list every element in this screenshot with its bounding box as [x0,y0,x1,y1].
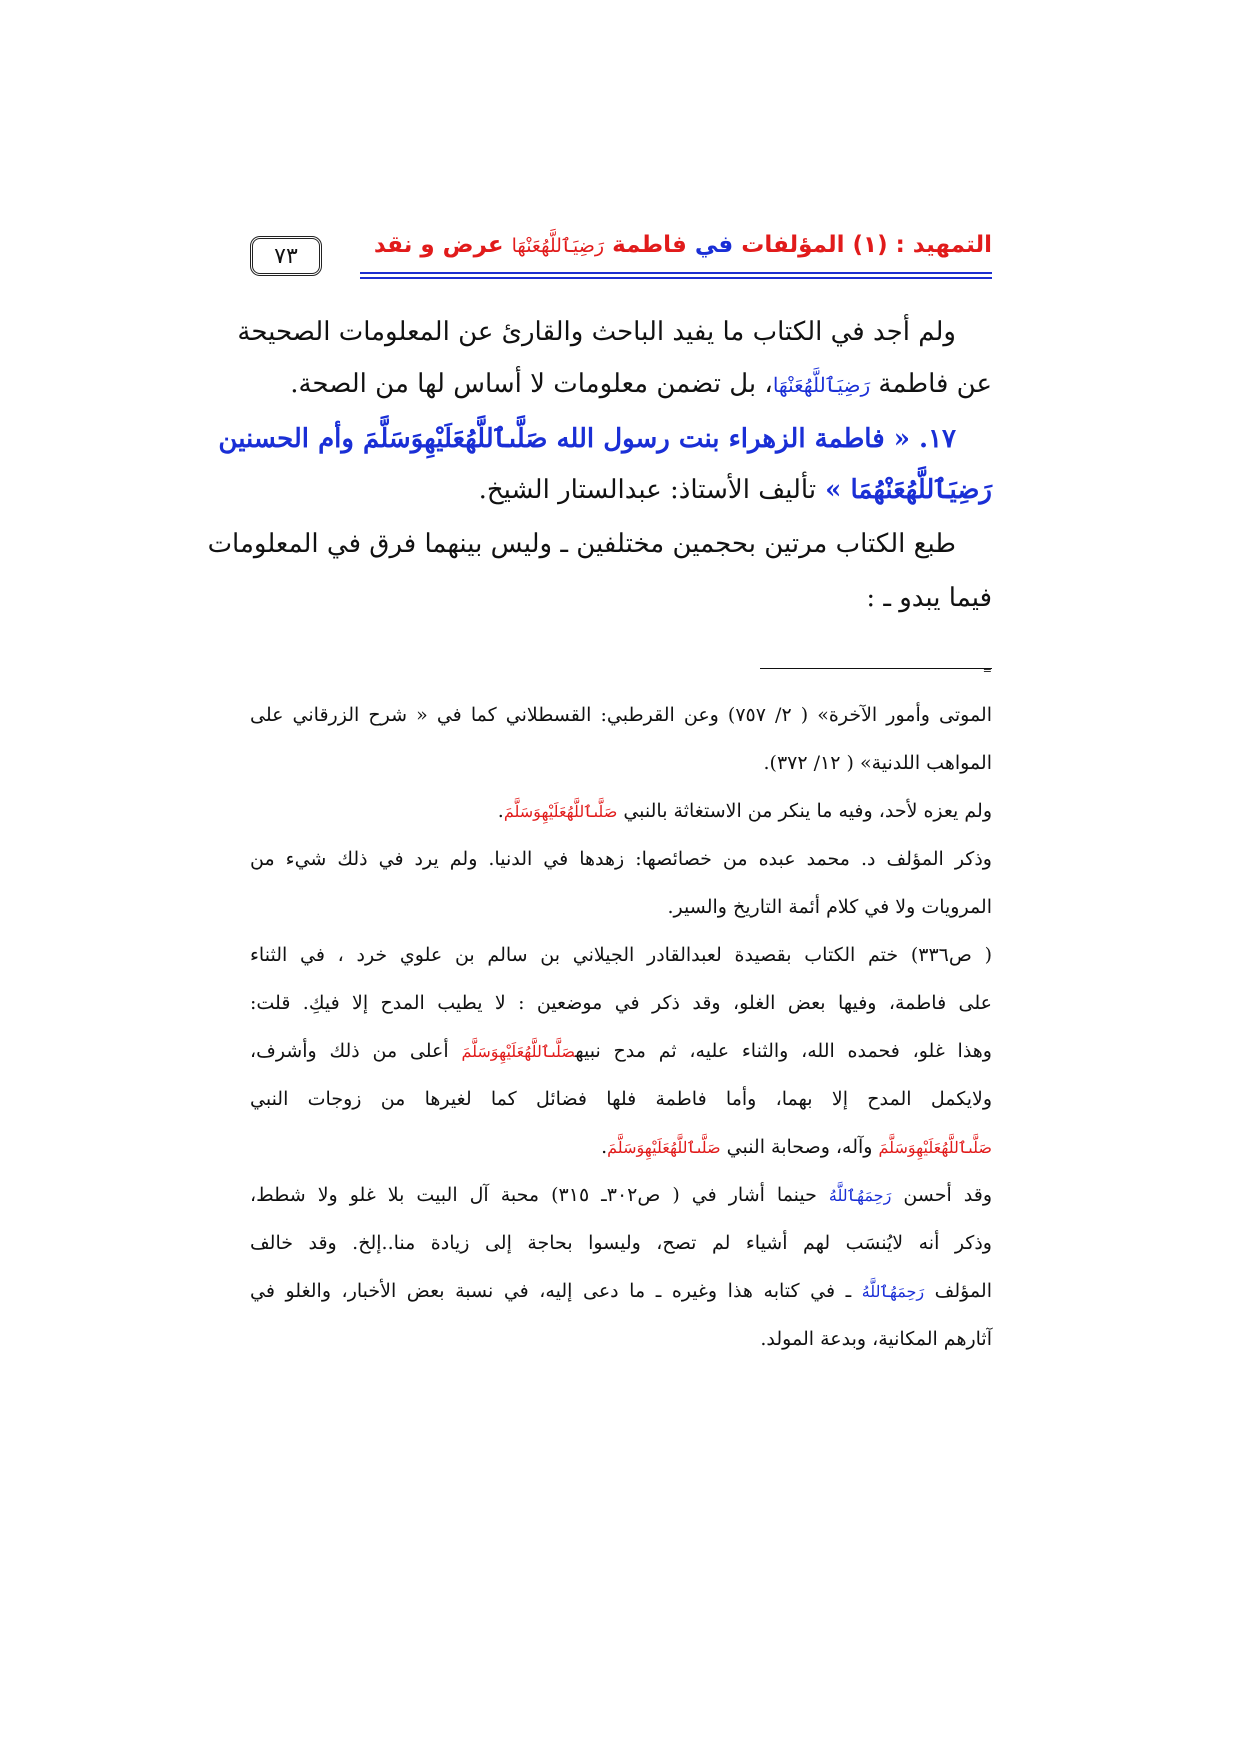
honorific-text: رَضِيَٱللَّهُعَنْهُمَا [850,475,992,505]
footnote-separator [760,668,992,669]
footnote-line-11 [250,1180,992,1211]
footnote-line-8-a: وهذا غلو، فحمده الله، والثناء عليه، ثم مدح نبيه [575,1040,992,1062]
running-title-honorific: رَضِيَٱللَّهُعَنْهَا [511,235,605,257]
footnote-line-3-a: ولم يعزه لأحد، وفيه ما ينكر من الاستغاثة بالنبي [617,800,992,822]
footnote-line-3 [250,796,992,827]
footnote-line-13 [250,1276,992,1307]
body-line-2-b: ، بل تضمن معلومات لا أساس لها من الصحة. [290,369,773,399]
running-title-part1: التمهيد : (١) المؤلفات [733,232,992,258]
footnote-line-3-b: . [497,800,504,822]
footnote-line-10-a: وآله، وصحابة النبي [720,1136,879,1158]
body-line-2 [250,364,992,405]
running-title-part4: عرض و نقد [373,232,512,258]
honorific-text: رَضِيَٱللَّهُعَنْهَا [772,373,871,397]
entry-17-title-a: ١٧. « فاطمة الزهراء بنت رسول الله [547,424,956,454]
honorific-text: صَلَّىٱللَّهُعَلَيْهِوَسَلَّمَ [363,424,548,454]
body-line-5: طبع الكتاب مرتين بحجمين مختلفين ـ وليس بينهما فرق في المعلومات [207,529,956,559]
footnote-line-4: وذكر المؤلف د. محمد عبده من خصائصها: زهدها في الدنيا. ولم يرد في ذلك شيء من [250,848,992,870]
header-rule-top [360,272,992,274]
honorific-text: رَحِمَهُٱللَّهُ [828,1186,892,1205]
footnote-line-1: الموتى وأمور الآخرة» ( ٢/ ٧٥٧) وعن القرطبي: القسطلاني كما في « شرح الزرقاني على [250,704,992,726]
entry-17-title-line-1 [218,419,992,459]
footnote-line-10-b: . [601,1136,608,1158]
footnote-line-13-a: المؤلف [924,1280,992,1302]
footnote-line-11-a: وقد أحسن [891,1184,993,1206]
entry-17-author: تأليف الأستاذ: عبدالستار الشيخ. [478,475,817,505]
body-line-6: فيما يبدو ـ : [866,583,992,613]
footnote-line-7: على فاطمة، وفيها بعض الغلو، وقد ذكر في موضعين : لا يطيب المدح إلا فيكِ. قلت: [250,992,992,1014]
running-title-part2: في [694,232,734,258]
footnote-line-5: المرويات ولا في كلام أئمة التاريخ والسير. [667,896,992,918]
entry-17-title-line-2 [250,470,992,510]
footnote-line-10 [250,1132,992,1163]
honorific-text: صَلَّىٱللَّهُعَلَيْهِوَسَلَّمَ [461,1042,576,1061]
footnote-line-8-b: أعلى من ذلك وأشرف، [250,1040,462,1062]
honorific-text: صَلَّىٱللَّهُعَلَيْهِوَسَلَّمَ [503,802,618,821]
body-line-2-a: عن فاطمة [870,369,992,399]
entry-17-title-close: » [816,475,851,505]
footnote-line-11-b: حينما أشار في ( ص٣٠٢ـ ٣١٥) محبة آل البيت بلا غلو ولا شطط، [250,1184,829,1206]
header-rule-bottom [360,277,992,279]
entry-17-title-b: وأم الحسنين [218,424,364,454]
footnote-line-6: ( ص٣٣٦) ختم الكتاب بقصيدة لعبدالقادر الجيلاني بن سالم بن علوي خرد ، في الثناء [250,944,992,966]
footnote-continuation-marker: = [982,664,992,677]
body-line-1: ولم أجد في الكتاب ما يفيد الباحث والقارئ عن المعلومات الصحيحة [237,317,956,347]
footnote-line-14: آثارهم المكانية، وبدعة المولد. [760,1328,992,1350]
honorific-text: رَحِمَهُٱللَّهُ [861,1282,925,1301]
footnote-line-2: المواهب اللدنية» ( ١٢/ ٣٧٢). [763,752,992,774]
running-title [374,232,992,258]
page-number: ٧٣ [250,236,322,276]
page-header [250,228,992,288]
footnote-line-13-b: ـ في كتابه هذا وغيره ـ ما دعى إليه، في نسبة بعض الأخبار، والغلو في [250,1280,862,1302]
footnote-line-9: ولايكمل المدح إلا بهما، وأما فاطمة فلها فضائل كما لغيرها من زوجات النبي [250,1088,992,1110]
main-text [207,312,992,652]
honorific-text: صَلَّىٱللَّهُعَلَيْهِوَسَلَّمَ [607,1138,721,1157]
footnote-line-12: وذكر أنه لايُنسَب لهم أشياء لم تصح، وليسوا بحاجة إلى زيادة منا..إلخ. وقد خالف [250,1232,992,1254]
running-title-part3: فاطمة [604,232,695,258]
footnote-line-8 [250,1036,992,1067]
honorific-text: صَلَّىٱللَّهُعَلَيْهِوَسَلَّمَ [878,1138,992,1157]
